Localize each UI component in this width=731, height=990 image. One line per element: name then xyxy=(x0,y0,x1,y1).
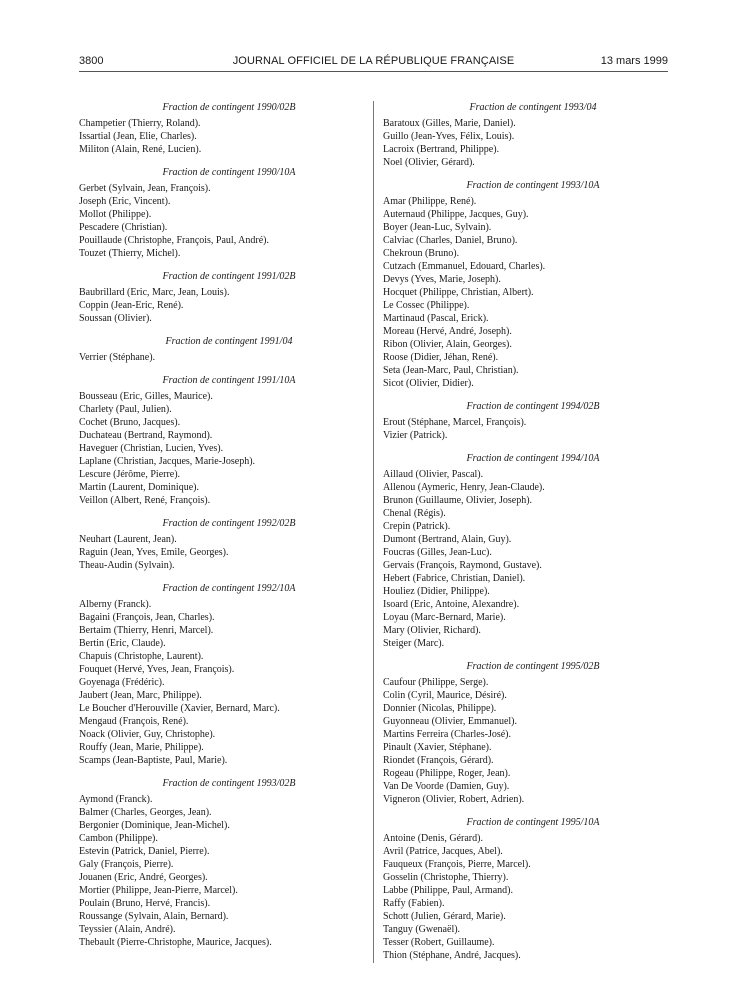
name-entry: Champetier (Thierry, Roland). xyxy=(79,118,201,129)
name-entry: Coppin (Jean-Eric, René). xyxy=(79,300,184,311)
name-entry: Gerbet (Sylvain, Jean, François). xyxy=(79,183,211,194)
name-entry: Roose (Didier, Jéhan, René). xyxy=(383,352,499,363)
name-entry: Avril (Patrice, Jacques, Abel). xyxy=(383,846,503,857)
name-entry: Jouanen (Eric, André, Georges). xyxy=(79,872,208,883)
contingent-section xyxy=(79,166,379,260)
section-title: Fraction de contingent 1993/02B xyxy=(162,778,296,789)
name-entry: Martinaud (Pascal, Erick). xyxy=(383,313,489,324)
name-entry: Devys (Yves, Marie, Joseph). xyxy=(383,274,501,285)
contingent-section xyxy=(79,582,379,767)
name-entry: Hocquet (Philippe, Christian, Albert). xyxy=(383,287,534,298)
name-entry: Isoard (Eric, Antoine, Alexandre). xyxy=(383,599,520,610)
name-entry: Pinault (Xavier, Stéphane). xyxy=(383,742,492,753)
name-entry: Aillaud (Olivier, Pascal). xyxy=(383,469,484,480)
name-entry: Touzet (Thierry, Michel). xyxy=(79,248,181,259)
section-title: Fraction de contingent 1993/04 xyxy=(469,102,597,113)
name-entry: Thion (Stéphane, André, Jacques). xyxy=(383,950,521,961)
name-entry: Balmer (Charles, Georges, Jean). xyxy=(79,807,212,818)
name-entry: Rogeau (Philippe, Roger, Jean). xyxy=(383,768,511,779)
contingent-section xyxy=(383,400,683,442)
name-entry: Chekroun (Bruno). xyxy=(383,248,460,259)
section-title: Fraction de contingent 1992/02B xyxy=(162,518,296,529)
name-entry: Alberny (Franck). xyxy=(79,599,152,610)
name-entry: Thebault (Pierre-Christophe, Maurice, Jacques). xyxy=(79,937,272,948)
name-entry: Roussange (Sylvain, Alain, Bernard). xyxy=(79,911,229,922)
name-entry: Gervais (François, Raymond, Gustave). xyxy=(383,560,542,571)
column-divider xyxy=(373,101,374,963)
name-entry: Cutzach (Emmanuel, Edouard, Charles). xyxy=(383,261,546,272)
name-entry: Aymond (Franck). xyxy=(79,794,153,805)
contingent-section xyxy=(79,270,379,325)
name-entry: Dumont (Bertrand, Alain, Guy). xyxy=(383,534,512,545)
name-entry: Laplane (Christian, Jacques, Marie-Joseph). xyxy=(79,456,256,467)
name-entry: Baubrillard (Eric, Marc, Jean, Louis). xyxy=(79,287,230,298)
name-entry: Bertin (Eric, Claude). xyxy=(79,638,166,649)
name-entry: Theau-Audin (Sylvain). xyxy=(79,560,175,571)
name-entry: Crepin (Patrick). xyxy=(383,521,451,532)
name-entry: Goyenaga (Frédéric). xyxy=(79,677,165,688)
name-entry: Martins Ferreira (Charles-José). xyxy=(383,729,512,740)
name-entry: Baratoux (Gilles, Marie, Daniel). xyxy=(383,118,516,129)
name-entry: Bagaini (François, Jean, Charles). xyxy=(79,612,215,623)
name-entry: Pouillaude (Christophe, François, Paul, André). xyxy=(79,235,269,246)
right-column xyxy=(383,101,683,972)
name-entry: Scamps (Jean-Baptiste, Paul, Marie). xyxy=(79,755,228,766)
name-entry: Hebert (Fabrice, Christian, Daniel). xyxy=(383,573,526,584)
name-entry: Brunon (Guillaume, Olivier, Joseph). xyxy=(383,495,533,506)
name-entry: Soussan (Olivier). xyxy=(79,313,152,324)
name-entry: Teyssier (Alain, André). xyxy=(79,924,176,935)
name-entry: Le Cossec (Philippe). xyxy=(383,300,470,311)
section-title: Fraction de contingent 1990/10A xyxy=(162,167,296,178)
name-entry: Issartial (Jean, Elie, Charles). xyxy=(79,131,197,142)
name-entry: Poulain (Bruno, Hervé, Francis). xyxy=(79,898,211,909)
contingent-section xyxy=(79,101,379,156)
name-entry: Martin (Laurent, Dominique). xyxy=(79,482,199,493)
name-entry: Noel (Olivier, Gérard). xyxy=(383,157,475,168)
name-entry: Antoine (Denis, Gérard). xyxy=(383,833,483,844)
section-title: Fraction de contingent 1991/02B xyxy=(162,271,296,282)
name-entry: Guyonneau (Olivier, Emmanuel). xyxy=(383,716,518,727)
name-entry: Chenal (Régis). xyxy=(383,508,446,519)
name-entry: Schott (Julien, Gérard, Marie). xyxy=(383,911,506,922)
name-entry: Steiger (Marc). xyxy=(383,638,445,649)
name-entry: Cambon (Philippe). xyxy=(79,833,158,844)
name-entry: Lescure (Jérôme, Pierre). xyxy=(79,469,181,480)
left-column xyxy=(79,101,379,959)
name-entry: Duchateau (Bertrand, Raymond). xyxy=(79,430,213,441)
contingent-section xyxy=(383,816,683,962)
contingent-section xyxy=(79,335,379,364)
name-entry: Amar (Philippe, René). xyxy=(383,196,477,207)
name-entry: Tesser (Robert, Guillaume). xyxy=(383,937,495,948)
name-entry: Tanguy (Gwenaël). xyxy=(383,924,461,935)
name-entry: Veillon (Albert, René, François). xyxy=(79,495,211,506)
name-entry: Mengaud (François, René). xyxy=(79,716,189,727)
name-entry: Sicot (Olivier, Didier). xyxy=(383,378,474,389)
contingent-section xyxy=(79,374,379,507)
name-entry: Foucras (Gilles, Jean-Luc). xyxy=(383,547,492,558)
page-number: 3800 xyxy=(79,55,104,67)
section-title: Fraction de contingent 1990/02B xyxy=(162,102,296,113)
name-entry: Raffy (Fabien). xyxy=(383,898,445,909)
name-entry: Seta (Jean-Marc, Paul, Christian). xyxy=(383,365,519,376)
journal-title: JOURNAL OFFICIEL DE LA RÉPUBLIQUE FRANÇAISE xyxy=(232,55,515,67)
name-entry: Verrier (Stéphane). xyxy=(79,352,156,363)
name-entry: Loyau (Marc-Bernard, Marie). xyxy=(383,612,506,623)
name-entry: Caufour (Philippe, Serge). xyxy=(383,677,489,688)
name-entry: Fouquet (Hervé, Yves, Jean, François). xyxy=(79,664,235,675)
section-title: Fraction de contingent 1994/10A xyxy=(466,453,600,464)
name-entry: Lacroix (Bertrand, Philippe). xyxy=(383,144,500,155)
name-entry: Riondet (François, Gérard). xyxy=(383,755,494,766)
name-entry: Allenou (Aymeric, Henry, Jean-Claude). xyxy=(383,482,545,493)
name-entry: Vizier (Patrick). xyxy=(383,430,448,441)
contingent-section xyxy=(383,452,683,650)
publication-date: 13 mars 1999 xyxy=(600,55,668,67)
name-entry: Fauqueux (François, Pierre, Marcel). xyxy=(383,859,531,870)
name-entry: Le Boucher d'Herouville (Xavier, Bernard, Marc). xyxy=(79,703,280,714)
name-entry: Mollot (Philippe). xyxy=(79,209,152,220)
name-entry: Rouffy (Jean, Marie, Philippe). xyxy=(79,742,204,753)
name-entry: Haveguer (Christian, Lucien, Yves). xyxy=(79,443,224,454)
name-entry: Chapuis (Christophe, Laurent). xyxy=(79,651,204,662)
name-entry: Noack (Olivier, Guy, Christophe). xyxy=(79,729,216,740)
name-entry: Bergonier (Dominique, Jean-Michel). xyxy=(79,820,230,831)
name-entry: Calviac (Charles, Daniel, Bruno). xyxy=(383,235,518,246)
contingent-section xyxy=(383,179,683,390)
name-entry: Houliez (Didier, Philippe). xyxy=(383,586,490,597)
name-entry: Auternaud (Philippe, Jacques, Guy). xyxy=(383,209,529,220)
section-title: Fraction de contingent 1993/10A xyxy=(466,180,600,191)
page-header xyxy=(79,55,668,72)
name-entry: Mary (Olivier, Richard). xyxy=(383,625,481,636)
name-entry: Ribon (Olivier, Alain, Georges). xyxy=(383,339,512,350)
name-entry: Militon (Alain, René, Lucien). xyxy=(79,144,202,155)
contingent-section xyxy=(383,101,683,169)
name-entry: Charlety (Paul, Julien). xyxy=(79,404,172,415)
name-entry: Donnier (Nicolas, Philippe). xyxy=(383,703,497,714)
name-entry: Cochet (Bruno, Jacques). xyxy=(79,417,181,428)
section-title: Fraction de contingent 1994/02B xyxy=(466,401,600,412)
name-entry: Labbe (Philippe, Paul, Armand). xyxy=(383,885,513,896)
name-entry: Pescadere (Christian). xyxy=(79,222,168,233)
name-entry: Guillo (Jean-Yves, Félix, Louis). xyxy=(383,131,515,142)
name-entry: Mortier (Philippe, Jean-Pierre, Marcel). xyxy=(79,885,238,896)
section-title: Fraction de contingent 1995/10A xyxy=(466,817,600,828)
contingent-section xyxy=(383,660,683,806)
contingent-section xyxy=(79,517,379,572)
name-entry: Estevin (Patrick, Daniel, Pierre). xyxy=(79,846,210,857)
name-entry: Joseph (Eric, Vincent). xyxy=(79,196,171,207)
section-title: Fraction de contingent 1991/10A xyxy=(162,375,296,386)
name-entry: Galy (François, Pierre). xyxy=(79,859,174,870)
name-entry: Boyer (Jean-Luc, Sylvain). xyxy=(383,222,492,233)
name-entry: Neuhart (Laurent, Jean). xyxy=(79,534,177,545)
contingent-section xyxy=(79,777,379,949)
name-entry: Bousseau (Eric, Gilles, Maurice). xyxy=(79,391,213,402)
name-entry: Gosselin (Christophe, Thierry). xyxy=(383,872,509,883)
name-entry: Raguin (Jean, Yves, Emile, Georges). xyxy=(79,547,229,558)
name-entry: Bertaim (Thierry, Henri, Marcel). xyxy=(79,625,214,636)
name-entry: Moreau (Hervé, André, Joseph). xyxy=(383,326,512,337)
section-title: Fraction de contingent 1995/02B xyxy=(466,661,600,672)
name-entry: Colin (Cyril, Maurice, Désiré). xyxy=(383,690,507,701)
section-title: Fraction de contingent 1992/10A xyxy=(162,583,296,594)
section-title: Fraction de contingent 1991/04 xyxy=(165,336,293,347)
name-entry: Erout (Stéphane, Marcel, François). xyxy=(383,417,527,428)
name-entry: Jaubert (Jean, Marc, Philippe). xyxy=(79,690,202,701)
name-entry: Vigneron (Olivier, Robert, Adrien). xyxy=(383,794,525,805)
name-entry: Van De Voorde (Damien, Guy). xyxy=(383,781,510,792)
